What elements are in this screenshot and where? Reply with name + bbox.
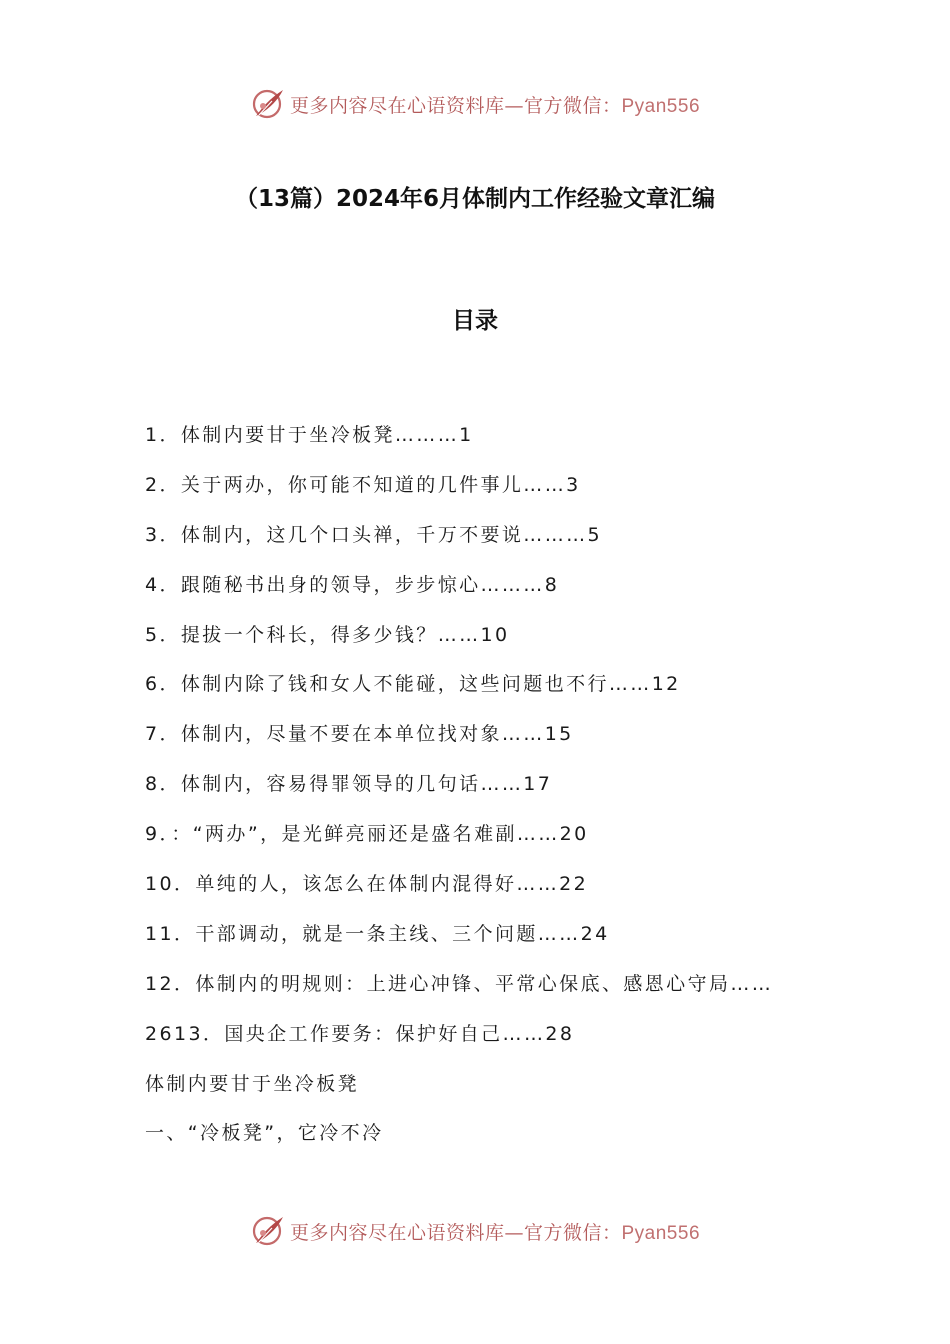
toc-item[interactable]: 8．体制内，容易得罪领导的几句话……17 <box>145 773 553 796</box>
toc-item[interactable]: 2613．国央企工作要务：保护好自己……28 <box>145 1022 575 1045</box>
toc-item[interactable]: 3．体制内，这几个口头禅，千万不要说………5 <box>145 523 602 546</box>
quill-pen-logo-icon <box>250 1213 286 1249</box>
toc-item[interactable]: 10．单纯的人，该怎么在体制内混得好……22 <box>145 873 589 896</box>
section-heading: 一、“冷板凳”，它冷不冷 <box>145 1122 384 1145</box>
wechat-id: Pyan556 <box>621 95 701 117</box>
footer-banner <box>0 1209 950 1253</box>
toc-item[interactable]: 11．干部调动，就是一条主线、三个问题……24 <box>145 922 610 945</box>
wechat-id: Pyan556 <box>621 1222 701 1244</box>
toc-heading: 目录 <box>452 308 498 334</box>
toc-item[interactable]: 7．体制内，尽量不要在本单位找对象……15 <box>145 723 574 746</box>
toc-item[interactable]: 1．体制内要甘于坐冷板凳………1 <box>145 424 474 446</box>
header-banner <box>0 82 950 126</box>
toc-list <box>145 422 835 1170</box>
toc-item[interactable]: 4．跟随秘书出身的领导，步步惊心………8 <box>145 573 560 596</box>
banner-text: 更多内容尽在心语资料库—官方微信：Pyan556 <box>289 1221 701 1244</box>
toc-item[interactable]: 6．体制内除了钱和女人不能碰，这些问题也不行……12 <box>145 673 681 696</box>
toc-item[interactable]: 9．：“两办”，是光鲜亮丽还是盛名难副……20 <box>145 823 589 846</box>
banner-text: 更多内容尽在心语资料库—官方微信：Pyan556 <box>289 94 701 117</box>
section-title: 体制内要甘于坐冷板凳 <box>145 1072 360 1095</box>
document-title: （13篇）2024年6月体制内工作经验文章汇编 <box>234 186 716 212</box>
quill-pen-logo-icon <box>250 86 286 122</box>
toc-item[interactable]: 12．体制内的明规则：上进心冲锋、平常心保底、感恩心守局…… <box>145 972 774 995</box>
toc-item[interactable]: 5．提拔一个科长，得多少钱？……10 <box>145 623 510 646</box>
toc-item[interactable]: 2．关于两办，你可能不知道的几件事儿……3 <box>145 473 581 496</box>
